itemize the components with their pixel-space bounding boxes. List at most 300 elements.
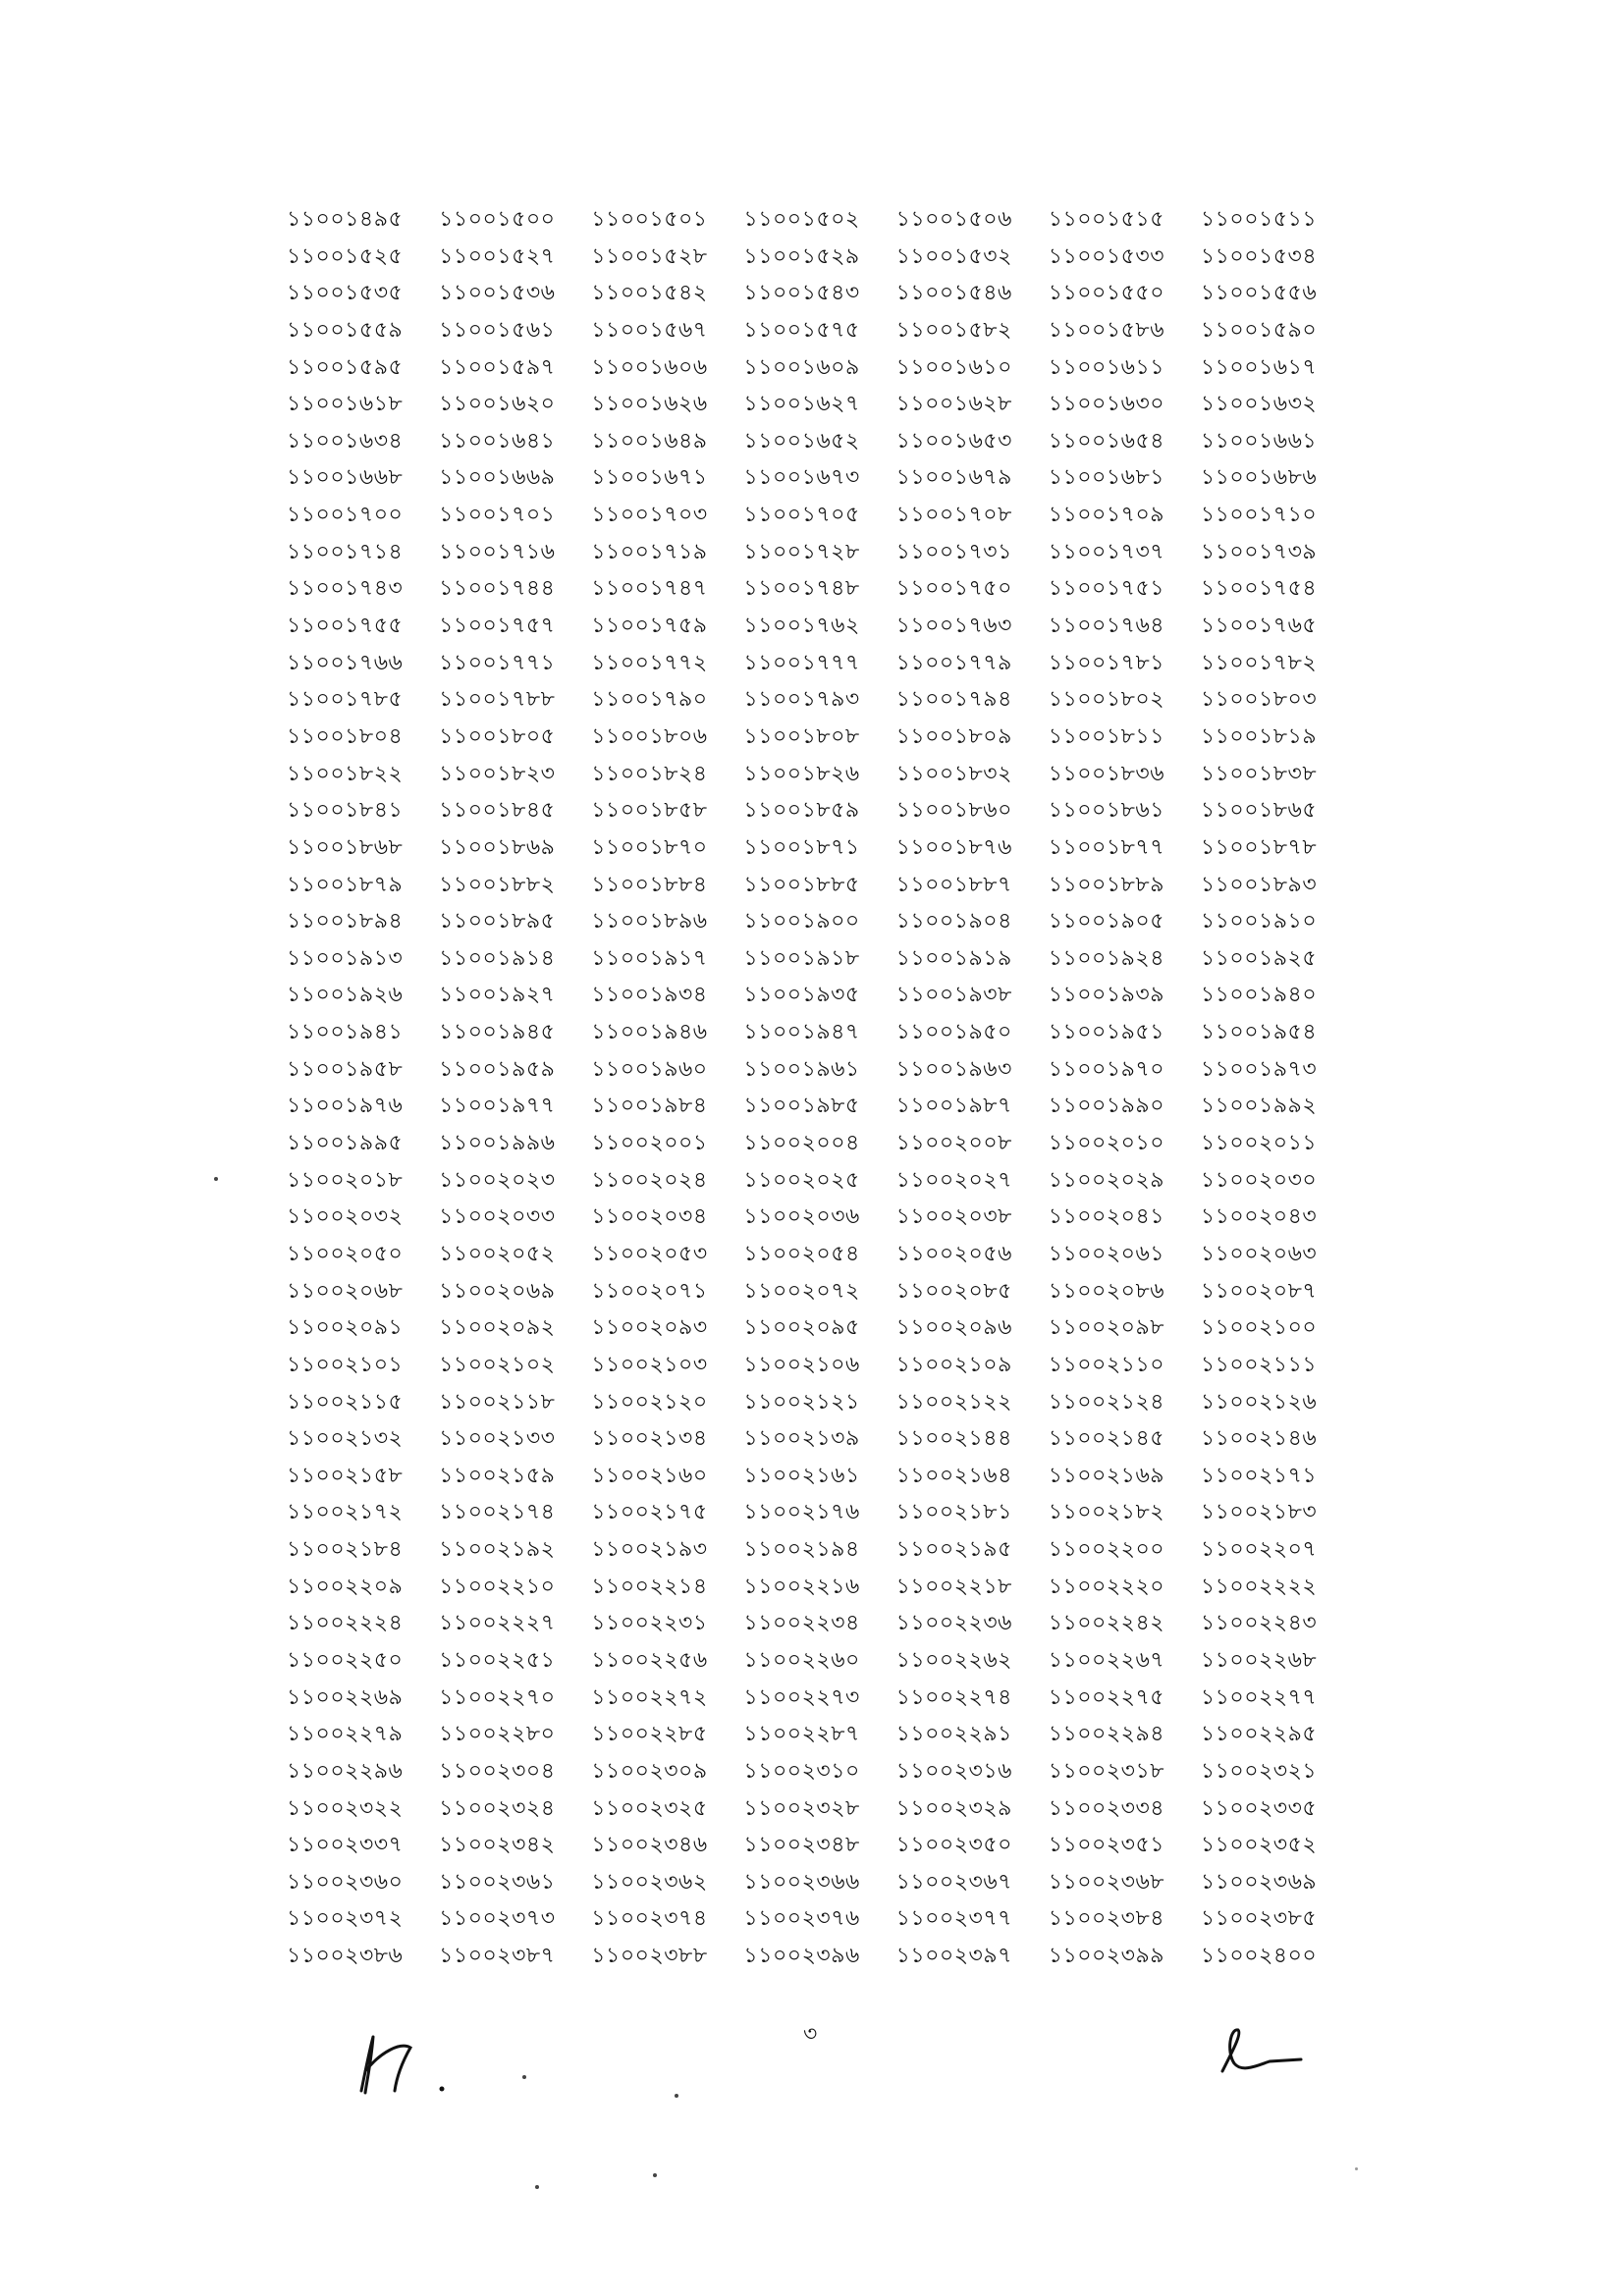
registration-number: ১১০০১৬০৯ [743,354,860,380]
registration-number: ১১০০২১৬১ [743,1463,860,1488]
registration-number: ১১০০১৯০৫ [1048,909,1164,934]
registration-number: ১১০০১৮৫৯ [743,798,860,824]
registration-number: ১১০০২৩২১ [1200,1758,1318,1784]
registration-number: ১১০০২০৮৬ [1048,1278,1165,1304]
registration-number: ১১০০১৫৯৫ [287,354,404,380]
registration-number: ১১০০২৩২৪ [439,1795,556,1821]
registration-number: ১১০০১৬১১ [1048,354,1164,380]
registration-number: ১১০০১৭৫৯ [591,614,708,639]
registration-number: ১১০০২৩১৮ [1048,1758,1165,1784]
registration-number: ১১০০১৮৪৫ [439,798,556,824]
registration-number: ১১০০১৭৬৪ [1048,614,1165,639]
signature-right [1213,2022,1311,2081]
registration-number: ১১০০১৯২৫ [1200,945,1318,971]
registration-number: ১১০০২১০৩ [591,1352,708,1377]
registration-number: ১১০০২১৪৪ [895,1426,1012,1452]
registration-number: ১১০০১৯৮৭ [895,1094,1012,1119]
registration-number: ১১০০২০৫৪ [743,1241,860,1266]
registration-number: ১১০০১৫০৬ [895,207,1012,232]
registration-number: ১১০০১৮১৯ [1200,723,1318,749]
registration-number: ১১০০১৮৮৯ [1048,872,1164,897]
registration-number: ১১০০২২১৮ [895,1574,1012,1599]
registration-number: ১১০০২০৯৫ [743,1315,860,1341]
registration-number: ১১০০১৮৬৮ [287,834,404,860]
registration-number: ১১০০১৫২৯ [743,243,860,269]
registration-number: ১১০০২৩৪২ [439,1833,556,1858]
registration-number: ১১০০২১২৬ [1200,1389,1318,1415]
registration-number: ১১০০২২৩১ [591,1611,708,1636]
registration-number: ১১০০২১৯৩ [591,1537,708,1563]
registration-number: ১১০০১৬৭১ [591,465,708,491]
registration-number: ১১০০১৭১০ [1200,503,1318,528]
registration-number: ১১০০১৮০২ [1048,687,1165,713]
registration-number: ১১০০১৭০১ [439,503,556,528]
registration-number: ১১০০২০৪৩ [1200,1204,1318,1230]
registration-number: ১১০০২১১৫ [287,1389,404,1415]
registration-number: ১১০০২০৭১ [591,1278,708,1304]
registration-number: ১১০০২০৯১ [287,1315,404,1341]
registration-number: ১১০০২৩৯৭ [895,1944,1012,1969]
registration-number: ১১০০১৫১১ [1200,207,1318,232]
registration-number: ১১০০১৬০৬ [591,354,708,380]
registration-number: ১১০০২২৭৪ [895,1684,1012,1710]
registration-number: ১১০০১৮৭৭ [1048,834,1165,860]
registration-number: ১১০০২১৯২ [439,1537,556,1563]
registration-number: ১১০০১৫৭৫ [743,317,860,343]
registration-number: ১১০০১৯০৪ [895,909,1012,934]
registration-number: ১১০০১৫৩৩ [1048,243,1165,269]
registration-number: ১১০০২০৯২ [439,1315,556,1341]
registration-number: ১১০০১৭৭৭ [743,650,860,675]
registration-number: ১১০০২৩৬৬ [743,1869,860,1895]
registration-number: ১১০০১৭৬২ [743,614,860,639]
registration-number: ১১০০২৩২৮ [743,1795,860,1821]
registration-number: ১১০০১৬৩০ [1048,392,1165,417]
registration-number: ১১০০২৩৭৩ [439,1906,556,1932]
registration-number: ১১০০২১৫৮ [287,1463,404,1488]
registration-number: ১১০০১৬৫৩ [895,428,1012,454]
registration-number: ১১০০১৬২০ [439,392,556,417]
registration-number: ১১০০১৬৭৩ [743,465,860,491]
registration-number: ১১০০২১৭৪ [439,1500,556,1525]
registration-number: ১১০০২১২০ [591,1389,708,1415]
registration-number: ১১০০১৯৬৩ [895,1056,1012,1082]
registration-number: ১১০০১৯৯০ [1048,1094,1164,1119]
registration-number: ১১০০২১৯৫ [895,1537,1012,1563]
registration-number: ১১০০১৮২৬ [743,761,860,786]
registration-number: ১১০০২৩৬৯ [1200,1869,1318,1895]
registration-number: ১১০০২৩৬১ [439,1869,556,1895]
registration-number: ১১০০২১১৮ [439,1389,556,1415]
registration-number: ১১০০১৫৩৪ [1200,243,1318,269]
registration-number: ১১০০১৫৩২ [895,243,1012,269]
registration-number: ১১০০২২৬৮ [1200,1647,1318,1673]
registration-number: ১১০০২০৩০ [1200,1167,1318,1193]
registration-number: ১১০০২৩২২ [287,1795,404,1821]
registration-number: ১১০০২১৬৯ [1048,1463,1165,1488]
registration-number: ১১০০২২৯৬ [287,1758,404,1784]
registration-number: ১১০০২০০৪ [743,1131,860,1156]
registration-number: ১১০০২২৮৫ [591,1722,708,1747]
registration-number: ১১০০১৯২৪ [1048,945,1164,971]
registration-number: ১১০০২২৩৪ [743,1611,860,1636]
registration-number: ১১০০১৫৪৬ [895,281,1012,306]
registration-number: ১১০০১৭৭৯ [895,650,1012,675]
registration-number: ১১০০১৯৭০ [1048,1056,1165,1082]
registration-number: ১১০০১৮০৪ [287,723,404,749]
registration-number: ১১০০১৫৪৩ [743,281,860,306]
registration-number: ১১০০১৭৫১ [1048,576,1164,602]
speck [653,2173,657,2177]
registration-number: ১১০০২০৫২ [439,1241,556,1266]
registration-number: ১১০০১৭৮৫ [287,687,404,713]
registration-number: ১১০০১৯১৩ [287,945,404,971]
speck [214,1177,218,1181]
registration-number: ১১০০২৩৫০ [895,1833,1012,1858]
registration-number: ১১০০২৩৬২ [591,1869,708,1895]
registration-number: ১১০০২১৬০ [591,1463,708,1488]
registration-number: ১১০০২০৬৩ [1200,1241,1318,1266]
registration-number: ১১০০২০৩৪ [591,1204,708,1230]
registration-number: ১১০০১৯৪৬ [591,1020,708,1045]
registration-number: ১১০০২০৫৬ [895,1241,1012,1266]
registration-number: ১১০০২০২৯ [1048,1167,1165,1193]
registration-number: ১১০০২১০৬ [743,1352,860,1377]
registration-number: ১১০০১৭০৩ [591,503,708,528]
registration-number: ১১০০১৮০৯ [895,723,1012,749]
registration-number: ১১০০১৫৬১ [439,317,556,343]
registration-number: ১১০০১৮৭০ [591,834,708,860]
registration-number: ১১০০২০৬১ [1048,1241,1165,1266]
registration-number: ১১০০১৭৬৬ [287,650,404,675]
registration-number: ১১০০১৬৫২ [743,428,860,454]
registration-number: ১১০০১৭২৮ [743,539,860,564]
registration-number: ১১০০১৭৯০ [591,687,708,713]
registration-number: ১১০০২২৬০ [743,1647,860,1673]
registration-number: ১১০০১৮৬০ [895,798,1012,824]
registration-number: ১১০০২৩০৪ [439,1758,556,1784]
registration-number: ১১০০১৯৯৫ [287,1131,404,1156]
registration-number: ১১০০২৩৭৬ [743,1906,860,1932]
registration-number: ১১০০১৫৮৬ [1048,317,1164,343]
registration-number: ১১০০২৩৫১ [1048,1833,1165,1858]
registration-number: ১১০০১৯৮৫ [743,1094,860,1119]
registration-number: ১১০০১৫৮২ [895,317,1012,343]
registration-number: ১১০০১৫৬৭ [591,317,708,343]
registration-number: ১১০০২২০০ [1048,1537,1165,1563]
registration-number: ১১০০২২২০ [1048,1574,1165,1599]
registration-number: ১১০০১৮৩৮ [1200,761,1318,786]
registration-number: ১১০০২০৬৮ [287,1278,404,1304]
registration-number: ১১০০২৩৩৪ [1048,1795,1165,1821]
registration-number: ১১০০২২৭৫ [1048,1684,1165,1710]
registration-number: ১১০০২০২৭ [895,1167,1012,1193]
registration-number: ১১০০১৮৯৪ [287,909,404,934]
registration-number: ১১০০১৬৬১ [1200,428,1318,454]
registration-number: ১১০০১৯৫১ [1048,1020,1164,1045]
registration-number: ১১০০১৫১৫ [1048,207,1164,232]
registration-number: ১১০০১৭০৮ [895,503,1012,528]
registration-number: ১১০০১৫৩৬ [439,281,556,306]
registration-number: ১১০০২২০৯ [287,1574,404,1599]
registration-number: ১১০০২২৬২ [895,1647,1012,1673]
registration-number: ১১০০২৩৭২ [287,1906,404,1932]
registration-number: ১১০০১৮০৬ [591,723,708,749]
registration-number: ১১০০২২৬৯ [287,1684,404,1710]
registration-number: ১১০০২২৭০ [439,1684,556,1710]
registration-number: ১১০০২১২২ [895,1389,1012,1415]
registration-number: ১১০০১৯১০ [1200,909,1318,934]
registration-number: ১১০০২২৮০ [439,1722,556,1747]
registration-number: ১১০০১৮১১ [1048,723,1164,749]
registration-number: ১১০০১৬৬৯ [439,465,556,491]
registration-number: ১১০০১৯৬০ [591,1056,708,1082]
registration-number: ১১০০১৬৭৯ [895,465,1012,491]
registration-number: ১১০০২১০২ [439,1352,556,1377]
registration-number: ১১০০২২৭২ [591,1684,708,1710]
registration-number: ১১০০১৮৭৮ [1200,834,1318,860]
registration-number: ১১০০১৫০১ [591,207,708,232]
registration-number: ১১০০১৯৫৯ [439,1056,556,1082]
registration-number: ১১০০১৯৯৬ [439,1131,556,1156]
registration-number: ১১০০১৯৪৫ [439,1020,556,1045]
registration-number: ১১০০১৬৪১ [439,428,556,454]
registration-number: ১১০০২২৭৭ [1200,1684,1318,1710]
registration-number: ১১০০১৬২৭ [743,392,860,417]
registration-number: ১১০০১৯৩৯ [1048,983,1164,1008]
registration-number: ১১০০১৭৫৫ [287,614,404,639]
registration-number: ১১০০১৬১৮ [287,392,404,417]
registration-number: ১১০০১৬৮৬ [1200,465,1318,491]
registration-number: ১১০০২৩৮৮ [591,1944,708,1969]
registration-number: ১১০০২৩৪৬ [591,1833,708,1858]
registration-number: ১১০০১৯৭৭ [439,1094,556,1119]
registration-number: ১১০০২১৮৩ [1200,1500,1318,1525]
registration-number: ১১০০১৯২৭ [439,983,556,1008]
registration-number: ১১০০১৮৮৪ [591,872,708,897]
registration-number: ১১০০২২৯৫ [1200,1722,1318,1747]
registration-number: ১১০০১৯১৯ [895,945,1012,971]
registration-number: ১১০০১৯৭৬ [287,1094,404,1119]
registration-number: ১১০০২৩৮৪ [1048,1906,1165,1932]
registration-number: ১১০০১৮৯৫ [439,909,556,934]
registration-number: ১১০০১৬২৮ [895,392,1012,417]
registration-number: ১১০০১৭০৯ [1048,503,1165,528]
registration-number: ১১০০২২১৪ [591,1574,708,1599]
registration-number: ১১০০১৯৪০ [1200,983,1318,1008]
registration-number: ১১০০২০৭২ [743,1278,860,1304]
registration-number: ১১০০২২১০ [439,1574,556,1599]
speck [1355,2167,1358,2170]
registration-number: ১১০০১৭১৯ [591,539,708,564]
registration-number: ১১০০২৩৫২ [1200,1833,1318,1858]
registration-number: ১১০০১৮২৪ [591,761,708,786]
registration-number: ১১০০২০৬৯ [439,1278,556,1304]
registration-number: ১১০০২২৭৩ [743,1684,860,1710]
registration-number: ১১০০২২৫১ [439,1647,556,1673]
registration-number: ১১০০২৩৬৭ [895,1869,1012,1895]
registration-number: ১১০০১৭১৬ [439,539,556,564]
registration-number: ১১০০২১৬৪ [895,1463,1012,1488]
registration-number: ১১০০১৯১৮ [743,945,860,971]
speck [522,2075,526,2079]
registration-number: ১১০০২৩৪৮ [743,1833,860,1858]
registration-number: ১১০০১৮৬৫ [1200,798,1318,824]
registration-number: ১১০০১৫২৫ [287,243,404,269]
registration-number: ১১০০২০৯৬ [895,1315,1012,1341]
registration-number: ১১০০১৯০০ [743,909,860,934]
registration-number: ১১০০১৪৯৫ [287,207,404,232]
registration-number: ১১০০১৮৩৬ [1048,761,1165,786]
registration-number: ১১০০২১২১ [743,1389,860,1415]
registration-number: ১১০০১৮৯৬ [591,909,708,934]
registration-number: ১১০০১৭৮৮ [439,687,556,713]
registration-number: ১১০০২২২৪ [287,1611,404,1636]
registration-number: ১১০০২১৭৫ [591,1500,708,1525]
speck [675,2094,678,2098]
registration-number: ১১০০২১৩৪ [591,1426,708,1452]
registration-number: ১১০০১৫৪২ [591,281,708,306]
registration-number: ১১০০১৯৩৮ [895,983,1012,1008]
registration-number: ১১০০২৪০০ [1200,1944,1318,1969]
registration-number-grid [287,201,1353,1975]
registration-number: ১১০০১৫৫০ [1048,281,1164,306]
registration-number: ১১০০১৭৬৩ [895,614,1012,639]
registration-number: ১১০০১৭৪৩ [287,576,404,602]
registration-number: ১১০০২২২২ [1200,1574,1318,1599]
registration-number: ১১০০২০৮৭ [1200,1278,1318,1304]
registration-number: ১১০০২১২৪ [1048,1389,1165,1415]
registration-number: ১১০০২২৮৭ [743,1722,860,1747]
registration-number: ১১০০১৮৯৩ [1200,872,1318,897]
registration-number: ১১০০১৫২৮ [591,243,708,269]
registration-number: ১১০০২৩৯৯ [1048,1944,1165,1969]
registration-number: ১১০০১৭৬৫ [1200,614,1318,639]
registration-number: ১১০০১৭৩১ [895,539,1012,564]
registration-number: ১১০০২২৪৩ [1200,1611,1318,1636]
registration-number: ১১০০১৮৭৯ [287,872,404,897]
registration-number: ১১০০১৭৪৪ [439,576,556,602]
registration-number: ১১০০২১৪৬ [1200,1426,1318,1452]
registration-number: ১১০০১৭৯৩ [743,687,860,713]
registration-number: ১১০০১৭৮২ [1200,650,1318,675]
registration-number: ১১০০২০০৮ [895,1131,1012,1156]
registration-number: ১১০০২৩৩৫ [1200,1795,1318,1821]
registration-number: ১১০০১৭৫৪ [1200,576,1318,602]
registration-number: ১১০০২০৯৮ [1048,1315,1165,1341]
registration-number: ১১০০২৩৬০ [287,1869,404,1895]
registration-number: ১১০০২৩৮৭ [439,1944,556,1969]
registration-number: ১১০০১৬৩৪ [287,428,404,454]
registration-number: ১১০০১৮৬৯ [439,834,556,860]
registration-number: ১১০০২১০৯ [895,1352,1012,1377]
registration-number: ১১০০২১৮১ [895,1500,1012,1525]
registration-number: ১১০০১৯৪৭ [743,1020,860,1045]
registration-number: ১১০০২১৫৯ [439,1463,556,1488]
registration-number: ১১০০১৫২৭ [439,243,556,269]
registration-number: ১১০০২০২৫ [743,1167,860,1193]
registration-number: ১১০০২১৩৯ [743,1426,860,1452]
registration-number: ১১০০১৯৩৪ [591,983,708,1008]
registration-number: ১১০০২৩৭৪ [591,1906,708,1932]
registration-number: ১১০০১৮৫৮ [591,798,708,824]
registration-number: ১১০০১৫৩৫ [287,281,404,306]
registration-number: ১১০০২০৩৮ [895,1204,1012,1230]
registration-number: ১১০০১৯৫০ [895,1020,1012,1045]
registration-number: ১১০০১৭০০ [287,503,404,528]
registration-number: ১১০০১৫৫৯ [287,317,404,343]
registration-number: ১১০০১৬১৭ [1200,354,1318,380]
registration-number: ১১০০২০৩৩ [439,1204,556,1230]
registration-number: ১১০০১৯৭৩ [1200,1056,1318,1082]
registration-number: ১১০০১৫০২ [743,207,860,232]
registration-number: ১১০০২০৫০ [287,1241,404,1266]
registration-number: ১১০০২৩২৫ [591,1795,708,1821]
registration-number: ১১০০২২০৭ [1200,1537,1318,1563]
registration-number: ১১০০২৩৮৬ [287,1944,404,1969]
registration-number: ১১০০১৫০০ [439,207,556,232]
registration-number: ১১০০২১৪৫ [1048,1426,1164,1452]
registration-number: ১১০০২০২৩ [439,1167,556,1193]
registration-number: ১১০০১৬২৬ [591,392,708,417]
registration-number: ১১০০১৯১৭ [591,945,708,971]
registration-number: ১১০০২১০০ [1200,1315,1318,1341]
registration-number: ১১০০১৮৩২ [895,761,1012,786]
registration-number: ১১০০১৯৮৪ [591,1094,708,1119]
registration-number: ১১০০২১৩২ [287,1426,404,1452]
registration-number: ১১০০২৩৭৭ [895,1906,1012,1932]
registration-number: ১১০০২০৫৩ [591,1241,708,1266]
registration-number: ১১০০১৯৩৫ [743,983,860,1008]
registration-number: ১১০০১৭৭২ [591,650,708,675]
registration-number: ১১০০২১৮৪ [287,1537,404,1563]
registration-number: ১১০০২১৯৪ [743,1537,860,1563]
registration-number: ১১০০২০০১ [591,1131,708,1156]
registration-number: ১১০০২১৮২ [1048,1500,1165,1525]
registration-number: ১১০০১৯২৬ [287,983,404,1008]
registration-number: ১১০০২২৭৯ [287,1722,404,1747]
registration-number: ১১০০১৮০৩ [1200,687,1318,713]
registration-number: ১১০০২৩৮৫ [1200,1906,1318,1932]
registration-number: ১১০০১৬৪৯ [591,428,708,454]
registration-number: ১১০০১৮৬১ [1048,798,1164,824]
registration-number: ১১০০২৩৬৮ [1048,1869,1165,1895]
registration-number: ১১০০১৭৫০ [895,576,1012,602]
registration-number: ১১০০২০৪১ [1048,1204,1165,1230]
registration-number: ১১০০১৬৬৮ [287,465,404,491]
page-number: ৩ [803,2022,818,2047]
registration-number: ১১০০১৭৪৭ [591,576,708,602]
registration-number: ১১০০১৮৭১ [743,834,860,860]
registration-number: ১১০০১৮২২ [287,761,404,786]
registration-number: ১১০০১৮৮৫ [743,872,860,897]
registration-number: ১১০০২২৯১ [895,1722,1012,1747]
registration-number: ১১০০২০১১ [1200,1131,1318,1156]
registration-number: ১১০০১৬৩২ [1200,392,1318,417]
registration-number: ১১০০১৭৫৭ [439,614,556,639]
registration-number: ১১০০১৭১৪ [287,539,404,564]
registration-number: ১১০০১৬৫৪ [1048,428,1164,454]
registration-number: ১১০০২০৩২ [287,1204,404,1230]
registration-number: ১১০০২১৩৩ [439,1426,556,1452]
registration-number: ১১০০২০২৪ [591,1167,708,1193]
registration-number: ১১০০২১১১ [1200,1352,1318,1377]
registration-number: ১১০০২২৩৬ [895,1611,1012,1636]
registration-number: ১১০০২১১০ [1048,1352,1165,1377]
registration-number: ১১০০১৯৫৮ [287,1056,404,1082]
registration-number: ১১০০২১০১ [287,1352,404,1377]
registration-number: ১১০০১৮৪১ [287,798,404,824]
